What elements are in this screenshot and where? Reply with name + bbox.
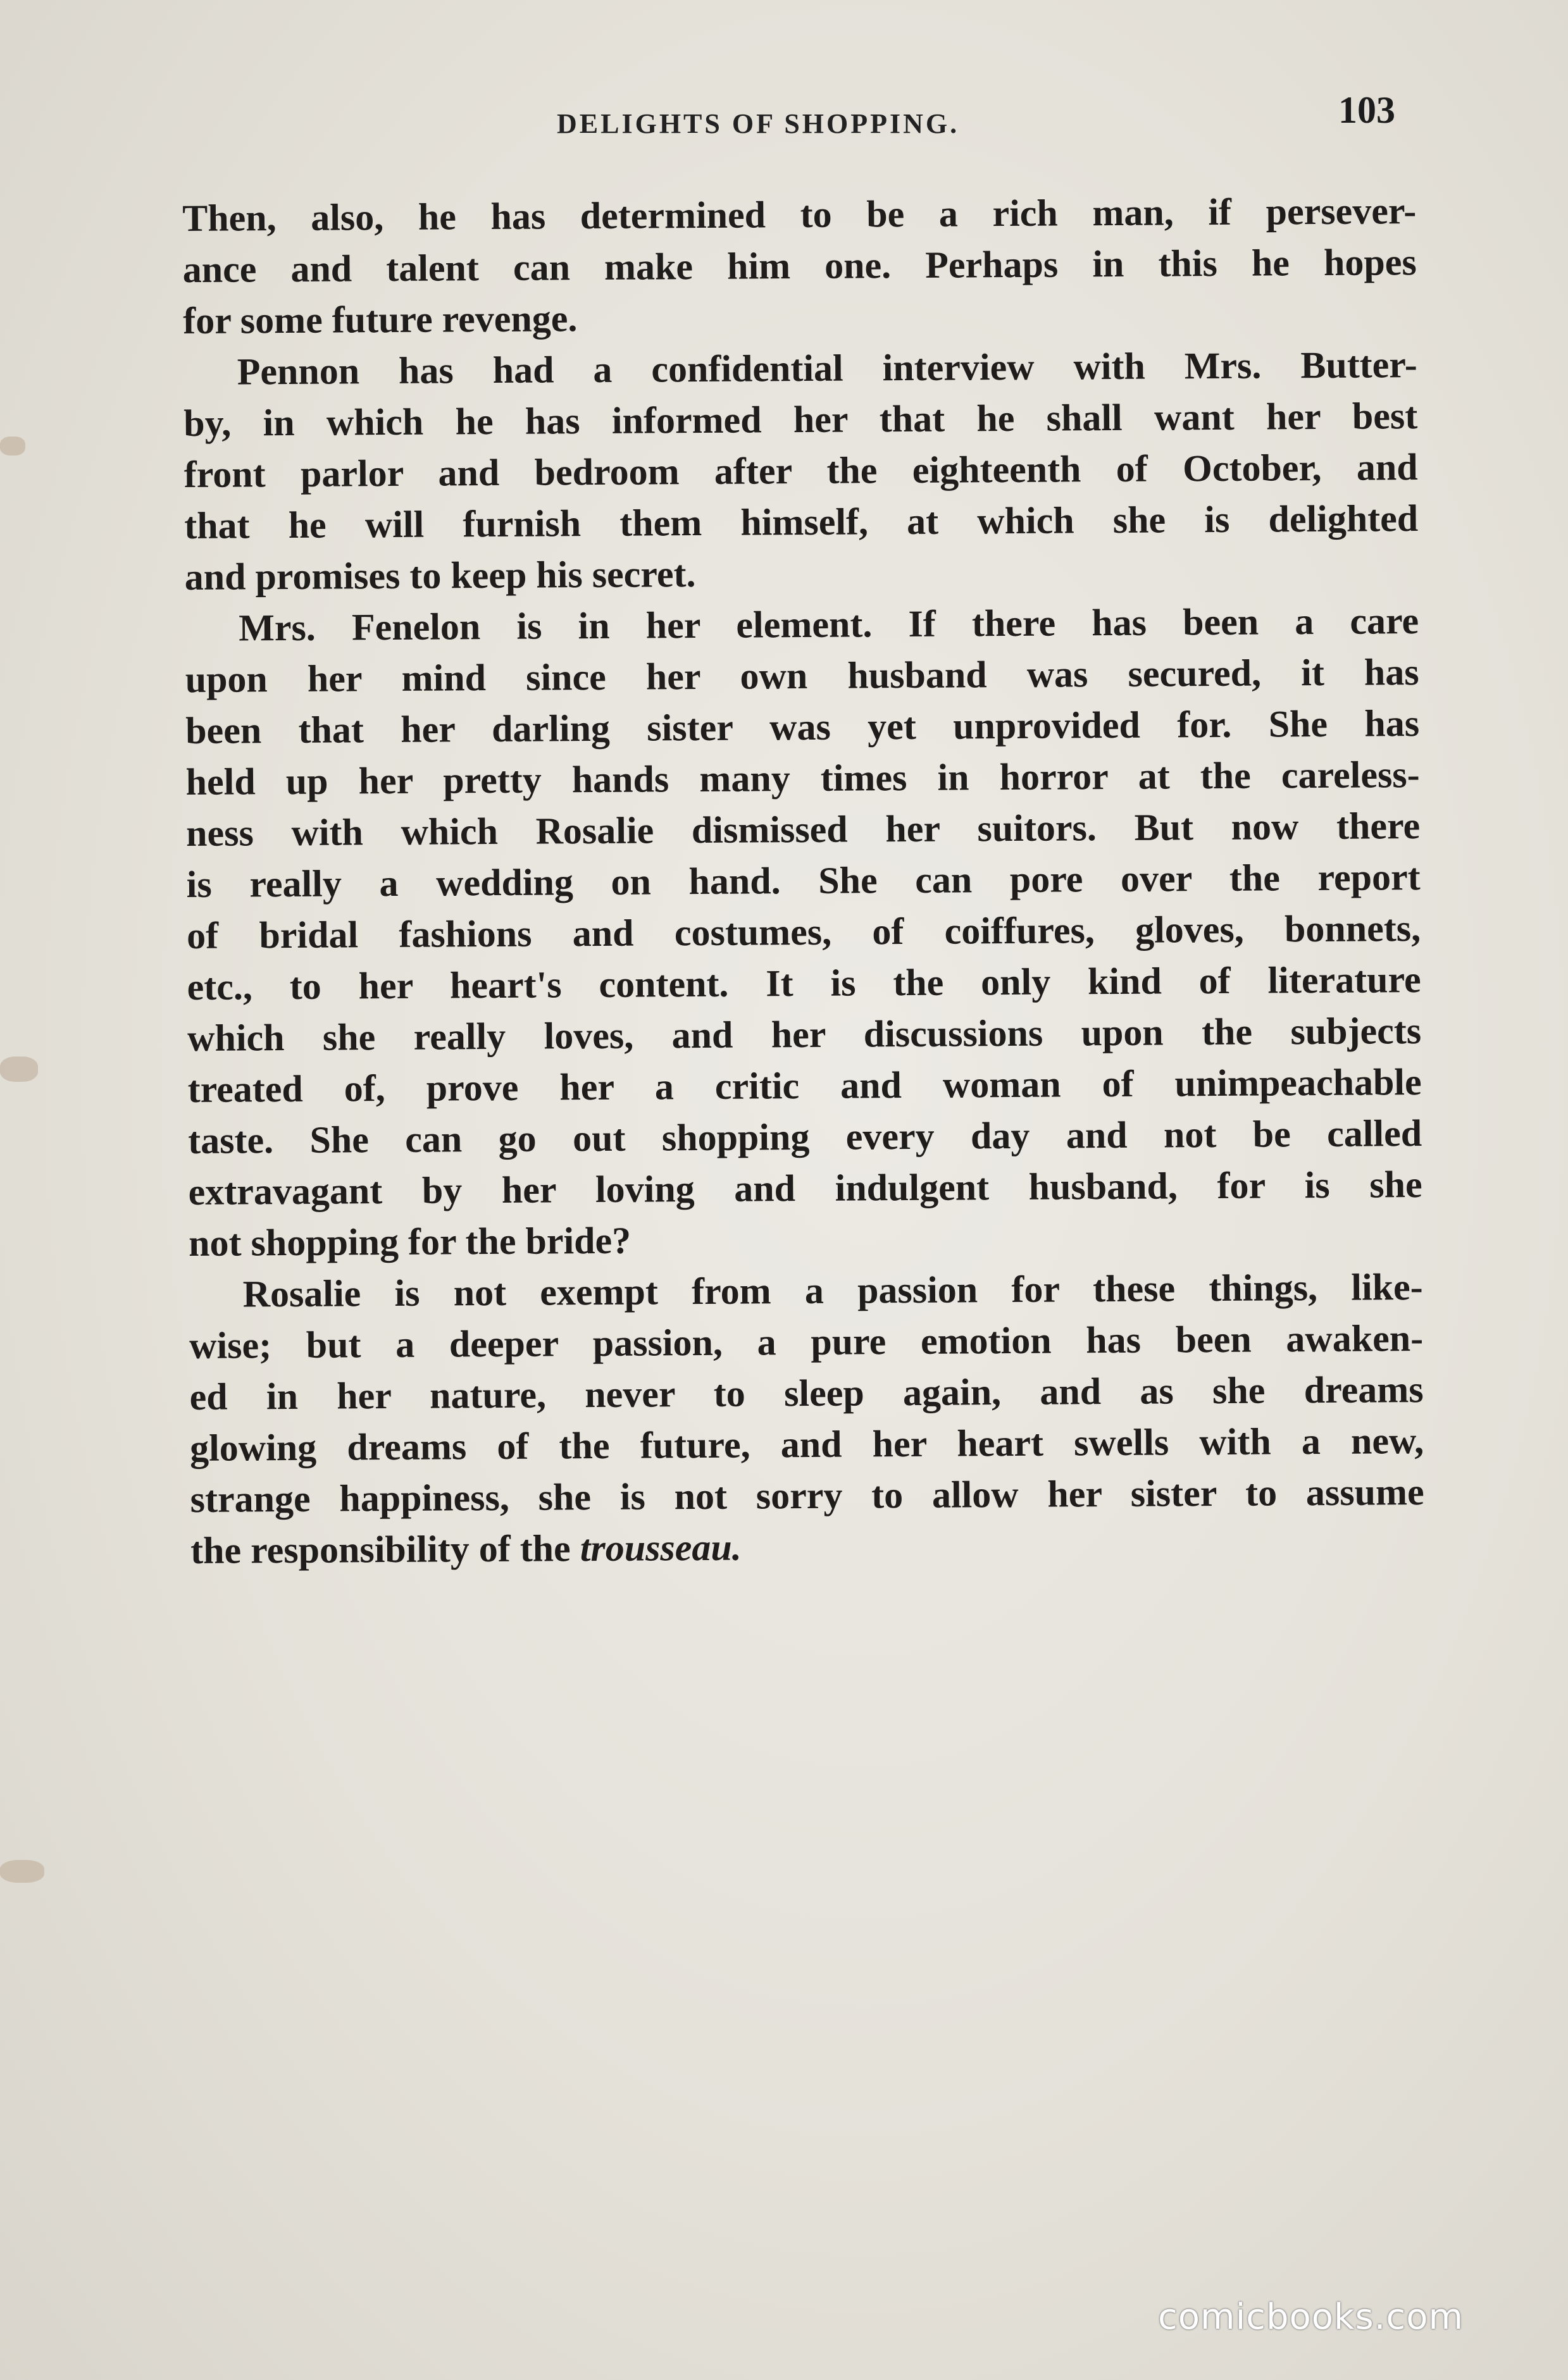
text-line: strange happiness, she is not sorry to allow her sister to assume [190,1471,1424,1520]
text-line: been that her darling sister was yet unprovided for. She has [185,702,1420,752]
text-line-prefix: the responsibility of the [190,1527,580,1571]
watermark: comicbooks.com [1158,2296,1464,2338]
text-line: Then, also, he has determined to be a rich man, if persever- [182,190,1417,239]
text-line: that he will furnish them himself, at which she is delighted [184,497,1419,547]
text-line: Mrs. Fenelon is in her element. If there has been a care [238,600,1419,649]
running-header [0,89,1568,152]
paper-tear-mark [0,437,25,456]
text-line: extravagant by her loving and indulgent husband, for is she [188,1163,1422,1213]
text-line: Pennon has had a confidential interview with Mrs. Butter- [237,344,1417,393]
running-title: DELIGHTS OF SHOPPING. [557,108,960,139]
text-line: by, in which he has informed her that he shall want her best [184,395,1418,444]
text-line: not shopping for the bride? [188,1219,632,1264]
paragraph [183,339,1418,603]
paragraph [182,185,1417,347]
text-line: of bridal fashions and costumes, of coiffures, gloves, bonnets, [186,907,1421,957]
text-line: for some future revenge. [183,297,578,342]
text-line: wise; but a deeper passion, a pure emotion has been awaken- [189,1317,1424,1367]
italic-word: trousseau. [580,1526,742,1570]
text-line: ed in her nature, never to sleep again, and as she dreams [189,1368,1424,1418]
text-line: upon her mind since her own husband was secured, it has [185,651,1419,700]
page-number: 103 [1338,89,1395,131]
text-line: which she really loves, and her discussions upon the subjects [187,1010,1422,1059]
paragraph [185,595,1422,1269]
text-line: taste. She can go out shopping every day and not be called [187,1112,1422,1162]
text-line: and promises to keep his secret. [184,553,696,598]
text-line: treated of, prove her a critic and woman of unimpeachable [187,1061,1422,1110]
paper-tear-mark [0,1057,38,1082]
paragraph [189,1261,1424,1577]
text-line: front parlor and bedroom after the eighteenth of October, and [184,446,1418,495]
text-line: etc., to her heart's content. It is the only kind of literature [187,958,1421,1008]
text-line [190,1518,1424,1577]
text-line: ness with which Rosalie dismissed her suitors. But now there [185,805,1421,854]
paper-tear-mark [0,1860,44,1883]
text-line: is really a wedding on hand. She can pore over the report [186,856,1421,905]
reverse-side-bleed-through [190,1594,1424,2227]
text-line: Rosalie is not exempt from a passion for these things, like- [242,1266,1423,1315]
text-line: held up her pretty hands many times in horror at the careless- [185,753,1420,803]
text-line: glowing dreams of the future, and her heart swells with a new, [189,1420,1424,1469]
body-text [182,185,1424,1577]
text-line: ance and talent can make him one. Perhaps in this he hopes [182,241,1417,290]
